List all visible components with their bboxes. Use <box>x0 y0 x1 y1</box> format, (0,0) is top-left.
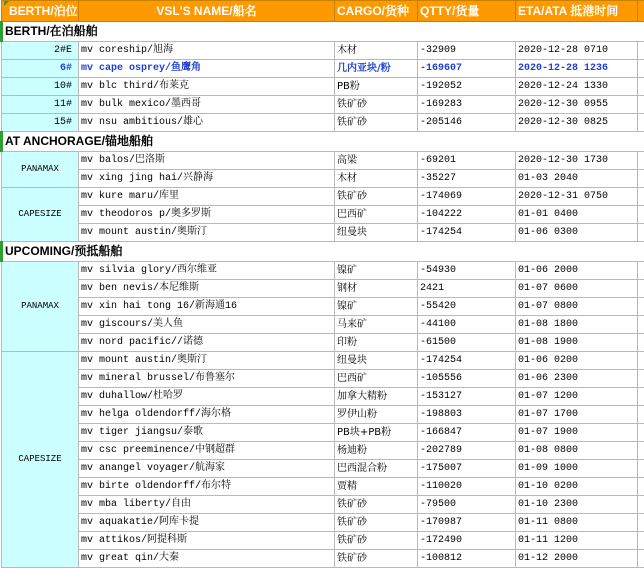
eta-time: 2020-12-24 1330 <box>516 78 638 96</box>
berth-number: 15# <box>2 114 79 132</box>
eta-time: 01-08 1900 <box>516 334 638 352</box>
overflow-cell <box>638 78 644 96</box>
overflow-cell <box>638 60 644 78</box>
vessel-name: mv ben nevis/本尼维斯 <box>79 280 335 298</box>
cargo-type: 杨迪粉 <box>335 442 418 460</box>
eta-time: 01-06 2300 <box>516 370 638 388</box>
section-title: BERTH/在泊船舶 <box>2 22 644 42</box>
vessel-class-label: PANAMAX <box>2 262 79 352</box>
overflow-cell <box>638 114 644 132</box>
header-overflow-cell <box>638 1 644 22</box>
cargo-type: PB块+PB粉 <box>335 424 418 442</box>
table-row <box>2 78 644 96</box>
cargo-type: 铁矿砂 <box>335 114 418 132</box>
table-row <box>2 496 644 514</box>
vessel-name: mv balos/巴洛斯 <box>79 152 335 170</box>
quantity: -105556 <box>418 370 516 388</box>
overflow-cell <box>638 352 644 370</box>
table-row <box>2 206 644 224</box>
eta-time: 2020-12-30 1730 <box>516 152 638 170</box>
quantity: -175007 <box>418 460 516 478</box>
berth-number: 11# <box>2 96 79 114</box>
vessel-name: mv great qin/大秦 <box>79 550 335 568</box>
cargo-type: 马来矿 <box>335 316 418 334</box>
table-row <box>2 170 644 188</box>
quantity: -110020 <box>418 478 516 496</box>
quantity: -169607 <box>418 60 516 78</box>
eta-time: 01-06 0200 <box>516 352 638 370</box>
cargo-type: 木材 <box>335 170 418 188</box>
eta-time: 01-07 1700 <box>516 406 638 424</box>
cargo-type: 纽曼块 <box>335 352 418 370</box>
eta-time: 2020-12-30 0825 <box>516 114 638 132</box>
table-row <box>2 114 644 132</box>
vessel-class-label: CAPESIZE <box>2 352 79 568</box>
vessel-name: mv anangel voyager/航海家 <box>79 460 335 478</box>
quantity: -44100 <box>418 316 516 334</box>
header-vessel: VSL'S NAME/船名 <box>79 1 335 22</box>
quantity: -169283 <box>418 96 516 114</box>
quantity: -54930 <box>418 262 516 280</box>
table-row <box>2 442 644 460</box>
cargo-type: 加拿大精粉 <box>335 388 418 406</box>
section-title: AT ANCHORAGE/锚地船舶 <box>2 132 644 152</box>
quantity: -69201 <box>418 152 516 170</box>
overflow-cell <box>638 262 644 280</box>
eta-time: 01-10 0200 <box>516 478 638 496</box>
table-row <box>2 550 644 568</box>
quantity: -61500 <box>418 334 516 352</box>
quantity: -35227 <box>418 170 516 188</box>
overflow-cell <box>638 514 644 532</box>
table-row <box>2 316 644 334</box>
vessel-name: mv helga oldendorff/海尔格 <box>79 406 335 424</box>
overflow-cell <box>638 424 644 442</box>
cargo-type: 铁矿砂 <box>335 550 418 568</box>
cargo-type: 贾精 <box>335 478 418 496</box>
overflow-cell <box>638 42 644 60</box>
vessel-name: mv mount austin/奥斯汀 <box>79 224 335 242</box>
overflow-cell <box>638 96 644 114</box>
cargo-type: 钢材 <box>335 280 418 298</box>
cargo-type: 几内亚块/粉 <box>335 60 418 78</box>
vessel-name: mv silvia glory/西尔维亚 <box>79 262 335 280</box>
overflow-cell <box>638 370 644 388</box>
overflow-cell <box>638 460 644 478</box>
cargo-type: 铁矿砂 <box>335 188 418 206</box>
overflow-cell <box>638 188 644 206</box>
cargo-type: 高梁 <box>335 152 418 170</box>
table-row <box>2 532 644 550</box>
eta-time: 01-10 2300 <box>516 496 638 514</box>
table-row <box>2 370 644 388</box>
eta-time: 2020-12-30 0955 <box>516 96 638 114</box>
eta-time: 01-06 0300 <box>516 224 638 242</box>
quantity: -174254 <box>418 224 516 242</box>
eta-time: 01-07 1200 <box>516 388 638 406</box>
overflow-cell <box>638 206 644 224</box>
quantity: -55420 <box>418 298 516 316</box>
eta-time: 01-11 0800 <box>516 514 638 532</box>
quantity: -170987 <box>418 514 516 532</box>
vessel-name: mv giscours/美人鱼 <box>79 316 335 334</box>
quantity: -198803 <box>418 406 516 424</box>
overflow-cell <box>638 550 644 568</box>
eta-time: 01-09 1000 <box>516 460 638 478</box>
overflow-cell <box>638 334 644 352</box>
cargo-type: 镍矿 <box>335 262 418 280</box>
berth-number: 10# <box>2 78 79 96</box>
eta-time: 01-07 1900 <box>516 424 638 442</box>
overflow-cell <box>638 406 644 424</box>
cargo-type: 铁矿砂 <box>335 96 418 114</box>
section-row-upcoming <box>2 242 644 262</box>
table-row <box>2 424 644 442</box>
vessel-class-label: PANAMAX <box>2 152 79 188</box>
table-row <box>2 514 644 532</box>
eta-time: 2020-12-28 0710 <box>516 42 638 60</box>
header-cargo: CARGO/货种 <box>335 1 418 22</box>
quantity: -79500 <box>418 496 516 514</box>
vessel-name: mv blc third/布莱克 <box>79 78 335 96</box>
overflow-cell <box>638 478 644 496</box>
quantity: -104222 <box>418 206 516 224</box>
cargo-type: 铁矿砂 <box>335 496 418 514</box>
overflow-cell <box>638 388 644 406</box>
header-row <box>2 1 644 22</box>
overflow-cell <box>638 496 644 514</box>
vessel-name: mv mba liberty/自由 <box>79 496 335 514</box>
eta-time: 01-03 2040 <box>516 170 638 188</box>
header-qtty: QTTY/货量 <box>418 1 516 22</box>
vessel-name: mv theodoros p/奥多罗斯 <box>79 206 335 224</box>
vessel-name: mv xin hai tong 16/新海通16 <box>79 298 335 316</box>
cargo-type: 巴西矿 <box>335 370 418 388</box>
vessel-name: mv duhallow/杜哈罗 <box>79 388 335 406</box>
vessel-name: mv aquakatie/阿库卡提 <box>79 514 335 532</box>
overflow-cell <box>638 298 644 316</box>
vessel-name: mv nsu ambitious/雄心 <box>79 114 335 132</box>
overflow-cell <box>638 316 644 334</box>
eta-time: 01-08 1800 <box>516 316 638 334</box>
quantity: -100812 <box>418 550 516 568</box>
eta-time: 01-07 0800 <box>516 298 638 316</box>
quantity: -166847 <box>418 424 516 442</box>
quantity: 2421 <box>418 280 516 298</box>
cargo-type: 印粉 <box>335 334 418 352</box>
vessel-name: mv cape osprey/鱼鹰角 <box>79 60 335 78</box>
vessel-name: mv attikos/阿提科斯 <box>79 532 335 550</box>
cargo-type: 纽曼块 <box>335 224 418 242</box>
table-row <box>2 334 644 352</box>
vessel-name: mv csc preeminence/中钢超群 <box>79 442 335 460</box>
overflow-cell <box>638 170 644 188</box>
cargo-type: 巴西混合粉 <box>335 460 418 478</box>
eta-time: 01-01 0400 <box>516 206 638 224</box>
overflow-cell <box>638 532 644 550</box>
header-berth: BERTH/泊位 <box>2 1 79 22</box>
quantity: -192052 <box>418 78 516 96</box>
table-row <box>2 460 644 478</box>
vessel-class-label: CAPESIZE <box>2 188 79 242</box>
quantity: -172490 <box>418 532 516 550</box>
quantity: -174069 <box>418 188 516 206</box>
vessel-name: mv tiger jiangsu/泰歌 <box>79 424 335 442</box>
overflow-cell <box>638 152 644 170</box>
vessel-name: mv kure maru/库里 <box>79 188 335 206</box>
table-row <box>2 96 644 114</box>
quantity: -32909 <box>418 42 516 60</box>
table-row <box>2 406 644 424</box>
table-row <box>2 262 644 280</box>
section-title: UPCOMING/预抵船舶 <box>2 242 644 262</box>
berth-number: 6# <box>2 60 79 78</box>
cargo-type: 木材 <box>335 42 418 60</box>
table-row <box>2 60 644 78</box>
eta-time: 2020-12-31 0750 <box>516 188 638 206</box>
quantity: -174254 <box>418 352 516 370</box>
cargo-type: 巴西矿 <box>335 206 418 224</box>
eta-time: 2020-12-28 1236 <box>516 60 638 78</box>
cargo-type: PB粉 <box>335 78 418 96</box>
eta-time: 01-11 1200 <box>516 532 638 550</box>
overflow-cell <box>638 442 644 460</box>
table-row <box>2 352 644 370</box>
cargo-type: 铁矿砂 <box>335 532 418 550</box>
eta-time: 01-08 0800 <box>516 442 638 460</box>
cargo-type: 铁矿砂 <box>335 514 418 532</box>
overflow-cell <box>638 224 644 242</box>
quantity: -153127 <box>418 388 516 406</box>
table-row <box>2 478 644 496</box>
vessel-name: mv xing jing hai/兴静海 <box>79 170 335 188</box>
quantity: -205146 <box>418 114 516 132</box>
table-row <box>2 280 644 298</box>
vessel-name: mv nord pacific//诺德 <box>79 334 335 352</box>
eta-time: 01-06 2000 <box>516 262 638 280</box>
section-row-berth <box>2 22 644 42</box>
berth-number: 2#E <box>2 42 79 60</box>
cargo-type: 镍矿 <box>335 298 418 316</box>
table-row <box>2 152 644 170</box>
vessel-name: mv mineral brussel/布鲁塞尔 <box>79 370 335 388</box>
quantity: -202789 <box>418 442 516 460</box>
section-row-anchorage <box>2 132 644 152</box>
vessel-name: mv bulk mexico/墨西哥 <box>79 96 335 114</box>
table-body <box>2 1 644 568</box>
table-row <box>2 224 644 242</box>
eta-time: 01-07 0600 <box>516 280 638 298</box>
table-row <box>2 298 644 316</box>
overflow-cell <box>638 280 644 298</box>
vessel-name: mv coreship/旭海 <box>79 42 335 60</box>
eta-time: 01-12 2000 <box>516 550 638 568</box>
vessel-name: mv birte oldendorff/布尔特 <box>79 478 335 496</box>
table-row <box>2 388 644 406</box>
table-row <box>2 42 644 60</box>
vessel-name: mv mount austin/奥斯汀 <box>79 352 335 370</box>
header-eta: ETA/ATA 抵港时间 <box>516 1 638 22</box>
cargo-type: 罗伊山粉 <box>335 406 418 424</box>
table-row <box>2 188 644 206</box>
